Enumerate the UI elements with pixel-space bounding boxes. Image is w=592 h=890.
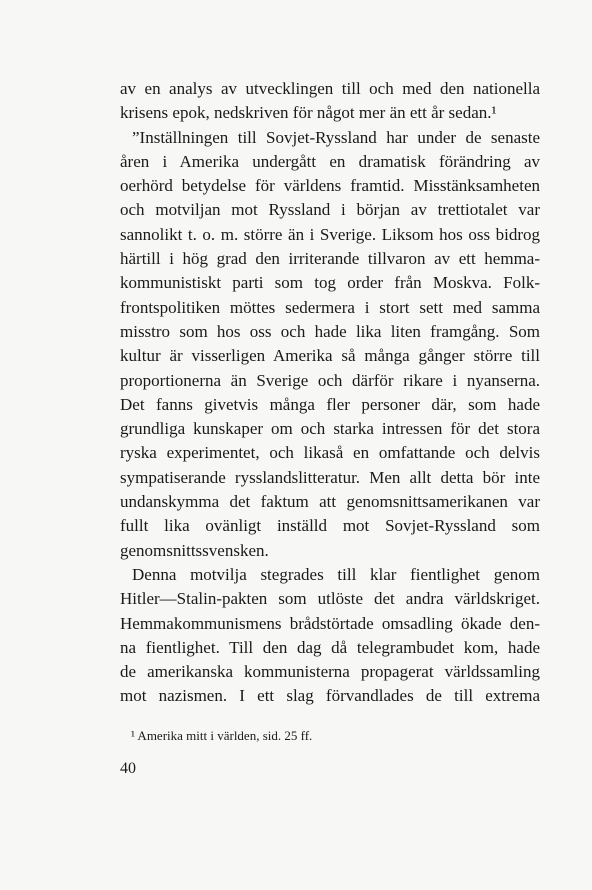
text-line: grundliga kunskaper om och starka intressen för det stora [120,419,540,439]
text-line: de amerikanska kommunisterna propagerat världssamling [120,662,540,682]
text-line: Hemmakommunismens brådstörtade omsadling ökade den- [120,613,540,633]
text-line: sannolikt t. o. m. större än i Sverige. Liksom hos oss bidrog [120,224,540,244]
text-line: undanskymma det faktum att genomsnittsamerikanen var [120,492,540,512]
text-line: fullt lika ovänligt inställd mot Sovjet-Ryssland som [120,516,540,536]
text-line: Det fanns givetvis många fler personer där, som hade [120,394,540,414]
text-line: krisens epok, nedskriven för något mer än ett år sedan.¹ [120,103,497,123]
text-line: Hitler—Stalin-pakten som utlöste det andra världskriget. [120,589,540,609]
text-line: genomsnittssvensken. [120,540,269,560]
text-line: mot nazismen. I ett slag förvandlades de till extrema [120,686,540,706]
text-line: frontspolitiken möttes sedermera i stort sett med samma [120,297,540,317]
text-line: ryska experimentet, och likaså en omfattande och delvis [120,443,540,463]
text-line: sympatiserande rysslandslitteratur. Men allt detta bör inte [120,467,540,487]
text-line: av en analys av utvecklingen till och med den nationella [120,79,540,98]
page-number: 40 [120,760,136,777]
text-line: åren i Amerika undergått en dramatisk förändring av [120,151,540,171]
text-line: kultur är visserligen Amerika så många gånger större till [120,346,540,366]
text-line: härtill i hög grad den irriterande tillvaron av ett hemma- [120,249,540,269]
body-text [120,77,540,709]
text-line: Denna motvilja stegrades till klar fientlighet genom [132,564,540,584]
text-line: na fientlighet. Till den dag då telegrambudet kom, hade [120,637,540,657]
footnote: ¹ Amerika mitt i världen, sid. 25 ff. [131,728,313,743]
text-line: oerhörd betydelse för världens framtid. Misstänksamheten [120,176,540,196]
text-line: ”Inställningen till Sovjet-Ryssland har under de senaste [132,127,540,147]
text-line: kommunistiskt parti som tog order från Moskva. Folk- [120,273,540,293]
text-line: misstro som hos oss och hade lika liten framgång. Som [120,321,540,341]
text-line: och motviljan mot Ryssland i början av trettiotalet var [120,200,540,220]
text-line: proportionerna än Sverige och därför rikare i nyanserna. [120,370,540,390]
